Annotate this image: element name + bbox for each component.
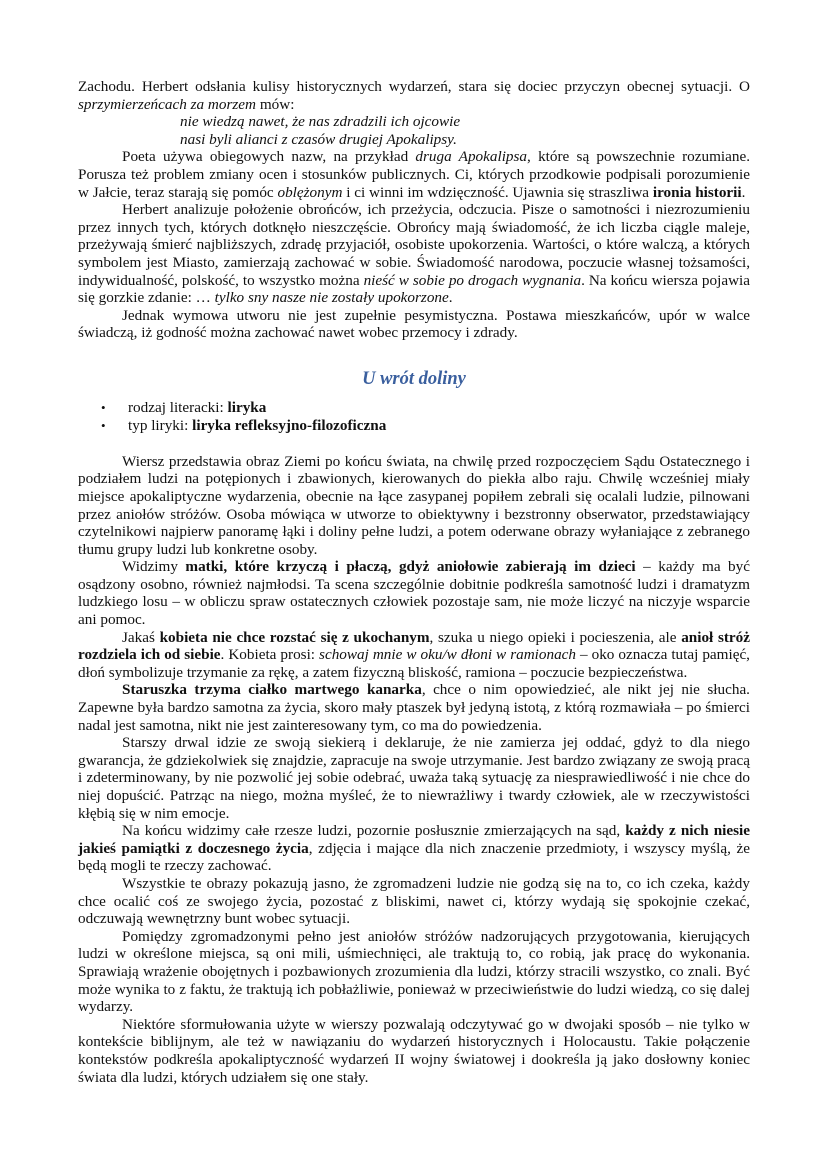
paragraph-wszystkie-te-obrazy: Wszystkie te obrazy pokazują jasno, że zgromadzeni ludzie nie godzą się na to, co ich czeka, każdy chce ocalić coś ze swojego życia, pozostać z bliskimi, nawet ci, którzy wydają się spokojnie czekać, odczuwają wewnętrzny bunt wobec sytuacji. [78, 874, 750, 928]
text-run: . Kobieta prosi: [220, 646, 320, 664]
italic-phrase-oblezonym: oblężonym [277, 183, 343, 201]
paragraph-jakas-kobieta [78, 629, 750, 682]
text-run: . [448, 289, 453, 307]
italic-phrase-tylko-sny-nasze: tylko sny nasze nie zostały upokorzone [214, 289, 449, 307]
poem-title-u-wrot-doliny: U wrót doliny [362, 368, 466, 389]
text-run: – każdy ma być osądzony osobno, również najmłodsi. Ta scena szczególnie dobitnie podkreśla samotność ludzi i dramatyzm ludzkiego losu – w obliczu spraw ostatecznych człowiek pozostaje sam, nie może liczyć na niczyje wsparcie ani pomoc. [78, 558, 750, 629]
paragraph-na-koncu-rzesze [78, 822, 750, 875]
bold-phrase-kobieta-nie-chce: kobieta nie chce rozstać się z ukochanym [159, 628, 430, 646]
bold-phrase-ironia-historii: ironia historii [652, 183, 742, 201]
list-item [78, 399, 750, 417]
bold-phrase-matki-ktore-krzycza: matki, które krzyczą i płaczą, gdyż aniołowie zabierają im dzieci [185, 558, 636, 576]
paragraph-poeta-uzywa [78, 148, 750, 201]
text-run: . Na końcu wiersza pojawia się gorzkie zdanie: … [78, 271, 750, 307]
list-spacer [78, 436, 750, 453]
paragraph-widzimy-matki [78, 558, 750, 628]
text-run: Herbert analizuje położenie obrońców, ich przeżycia, odczucia. Pisze o samotności i niezrozumieniu przez innych tych, których dotknęło nieszczęście. Obrońcy mają świadomość, że ich liczba ciągle maleje, przeżywają śmierć najbliższych, zdradę przyjaciół, osobiste upokorzenia. Wartości, o które walczą, a których symbolem jest Miasto, zamierzają zachować w sobie. Świadomość narodowa, poczucie własnej tożsamości, indywidualność, polskość, to wszystko można [78, 201, 750, 289]
text-run: Zachodu. Herbert odsłania kulisy historycznych wydarzeń, stara się dociec przyczyn obecnej sytuacji. O [78, 78, 750, 95]
paragraph-jednak-wymowa: Jednak wymowa utworu nie jest zupełnie pesymistyczna. Postawa mieszkańców, upór w walce świadczą, iż godność można zachować nawet wobec przemocy i zdrady. [78, 306, 750, 342]
italic-phrase-schowaj-mnie: schowaj mnie w oku/w dłoni w ramionach [319, 646, 576, 664]
bold-phrase-staruszka-trzyma: Staruszka trzyma ciałko martwego kanarka [122, 681, 422, 699]
text-run: , chce o nim opowiedzieć, ale nikt jej nie słucha. Zapewne była bardzo samotna za życia, skoro mały ptaszek był jedyną istotą, z którą rozmawiała – po śmierci nadal jest samotna, nikt nie jest zainteresowany tym, co ma do powiedzenia. [78, 681, 750, 734]
paragraph-staruszka-kanarek [78, 681, 750, 734]
list-item-value: liryka refleksyjno-filozoficzna [192, 417, 387, 435]
paragraph-pomiedzy-zgromadzonymi: Pomiędzy zgromadzonymi pełno jest aniołów stróżów nadzorujących przygotowania, kierujących ludzi w określone miejsca, są oni mili, uśmiechnięci, ale traktują to, co robią, jak pracę do wykonania. Sprawiają wrażenie obojętnych i pozbawionych zrozumienia dla ludzi, którzy stracili wszystko, co znali. Być może wynika to z faktu, że traktują ich pobłażliwie, ponieważ w przeciwieństwie do ludzi wiedzą, co się dalej wydarzy. [78, 927, 750, 1016]
paragraph-niektore-sformulowania: Niektóre sformułowania użyte w wierszy pozwalają odczytywać go w dwojaki sposób – nie tylko w kontekście biblijnym, ale też w nawiązaniu do wydarzeń historycznych i Holocaustu. Takie połączenie kontekstów podkreśla apokaliptyczność wydarzeń II wojny światowej i dookreśla ją jako dosłowny koniec świata dla ludzi, których udziałem się one stały. [78, 1015, 750, 1086]
list-item-value: liryka [227, 398, 267, 416]
list-item [78, 417, 750, 435]
paragraph-zachodu [78, 78, 750, 113]
text-run: Widzimy [122, 558, 186, 576]
text-run: Poeta używa obiegowych nazw, na przykład [122, 148, 416, 166]
bold-phrase-kazdy-z-nich-niesie: każdy z nich niesie jakieś pamiątki z doczesnego życia [78, 822, 750, 857]
text-run: Na końcu widzimy całe rzesze ludzi, pozornie posłusznie zmierzających na sąd, [122, 822, 626, 840]
section-spacer [78, 342, 750, 368]
document-body [78, 78, 750, 1086]
list-item-label: typ liryki: [128, 417, 193, 435]
poem-metadata-list [78, 399, 750, 436]
bullet-icon: • [101, 399, 106, 415]
bullet-icon: • [101, 418, 106, 434]
verse-line-2: nasi byli alianci z czasów drugiej Apokalipsy. [180, 130, 457, 148]
text-run: mów: [256, 95, 295, 113]
text-run: , zdjęcia i mające dla nich znaczenie przedmioty, i wszyscy myślą, że będą mogli te rzeczy zachować. [78, 839, 750, 875]
paragraph-wiersz-przedstawia: Wiersz przedstawia obraz Ziemi po końcu świata, na chwilę przed rozpoczęciem Sądu Ostatecznego i podziałem ludzi na potępionych i zbawionych, kierowanych do piekła albo raju. Chwilę wcześniej miały miejsce apokaliptyczne wydarzenia, obecnie na łące zasypanej popiłem zebrali się ocalali ludzie, pilnowani przez aniołów stróżów. Osoba mówiąca w utworze to obiektywny i bezstronny obserwator, przedstawiający czytelnikowi najpierw panoramę łąki i doliny pełne ludzi, a potem oderwane obrazy wyłaniające z zebranego tłumu grupy ludzi lub konkretne osoby. [78, 452, 750, 558]
paragraph-herbert-analizuje [78, 201, 750, 307]
italic-phrase-niesc-w-sobie: nieść w sobie po drogach wygnania [363, 271, 582, 289]
text-run: , które są powszechnie rozumiane. Porusza też problem zmiany ocen i stosunków publicznych. Ci, których przodkowie podpisali porozumienie w Jałcie, teraz starają się pomóc [78, 148, 751, 201]
text-run: Jakaś [122, 628, 160, 646]
text-run: i ci winni im wdzięczność. Ujawnia się straszliwa [342, 183, 653, 201]
verse-line-1: nie wiedzą nawet, że nas zdradzili ich ojcowie [180, 113, 461, 131]
paragraph-starszy-drwal: Starszy drwal idzie ze swoją siekierą i deklaruje, że nie zamierza jej oddać, gdyż to dla niego gwarancja, że gdziekolwiek się znajdzie, zapracuje na swoje utrzymanie. Jest bardzo związany ze swoją pracą i zdeterminowany, by nie pozwolić jej sobie odebrać, uważa taką sytuację za niesprawiedliwość i nie chce do niej dopuścić. Patrząc na niego, można myśleć, że to niewrażliwy i twardy człowiek, ale w rzeczywistości kłębią się w nim emocje. [78, 734, 750, 822]
italic-phrase-druga-apokalipsa: druga Apokalipsa [415, 148, 528, 166]
text-run: . [741, 183, 746, 201]
text-run: , szuka u niego opieki i pocieszenia, ale [429, 628, 682, 646]
title-spacer [78, 390, 750, 399]
bold-phrase-aniol-stroz: anioł stróż rozdziela ich od siebie [78, 628, 750, 664]
italic-phrase-sprzymierzencach: sprzymierzeńcach za morzem [78, 95, 257, 113]
verse-quote-block [78, 113, 750, 148]
list-item-label: rodzaj literacki: [128, 398, 228, 416]
text-run: – oko oznacza tutaj pamięć, dłoń symbolizuje trzymanie za rękę, a zatem fizyczną bliskość, ramiona – poczucie bezpieczeństwa. [78, 646, 750, 681]
